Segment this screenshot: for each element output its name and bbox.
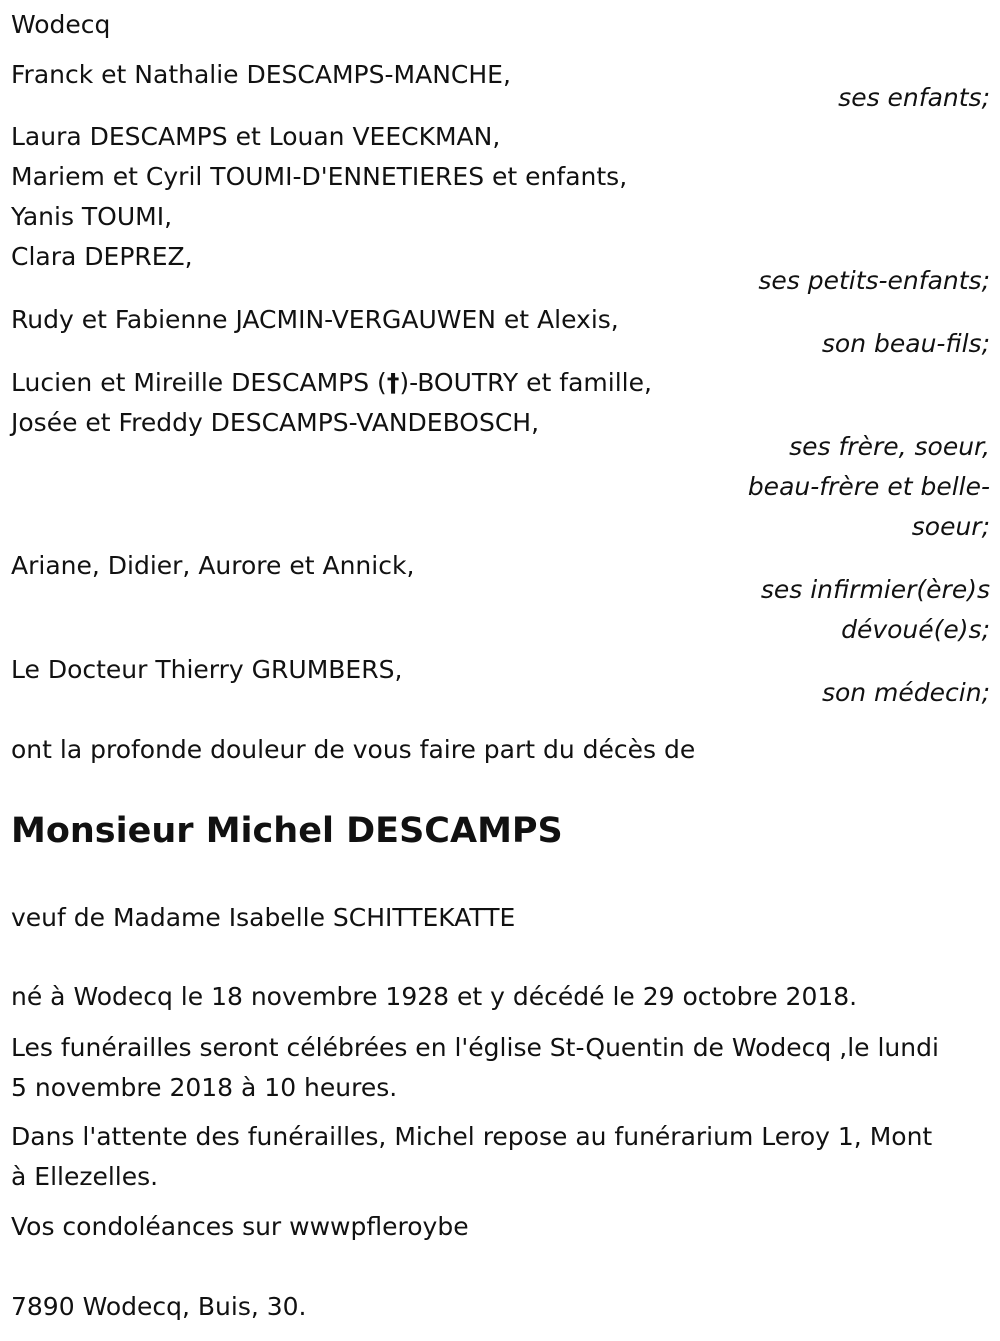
siblings-role: beau-frère et belle- bbox=[747, 472, 990, 501]
nurses-names: Ariane, Didier, Aurore et Annick, bbox=[11, 551, 415, 580]
widower-line: veuf de Madame Isabelle SCHITTEKATTE bbox=[11, 903, 516, 932]
doctor-names: Le Docteur Thierry GRUMBERS, bbox=[11, 655, 403, 684]
address: 7890 Wodecq, Buis, 30. bbox=[11, 1292, 307, 1321]
condolences: Vos condoléances sur wwwpfleroybe bbox=[11, 1212, 469, 1241]
funeral-line: 5 novembre 2018 à 10 heures. bbox=[11, 1073, 398, 1102]
siblings-text-after: )-BOUTRY et famille, bbox=[399, 368, 652, 397]
nurses-role: ses infirmier(ère)s bbox=[760, 575, 990, 604]
rest-line: Dans l'attente des funérailles, Michel repose au funérarium Leroy 1, Mont bbox=[11, 1122, 933, 1151]
rest-line: à Ellezelles. bbox=[11, 1162, 159, 1191]
doctor-role: son médecin; bbox=[821, 678, 990, 707]
son-in-law-role: son beau-fils; bbox=[821, 329, 990, 358]
nurses-role: dévoué(e)s; bbox=[841, 615, 990, 644]
funeral-line: Les funérailles seront célébrées en l'église St-Quentin de Wodecq ,le lundi bbox=[11, 1033, 939, 1062]
siblings-role: soeur; bbox=[911, 512, 990, 541]
grandchild-line: Clara DEPREZ, bbox=[11, 242, 193, 271]
grandchild-line: Yanis TOUMI, bbox=[11, 202, 173, 231]
son-in-law-names: Rudy et Fabienne JACMIN-VERGAUWEN et Alexis, bbox=[11, 305, 619, 334]
grandchild-line: Laura DESCAMPS et Louan VEECKMAN, bbox=[11, 122, 501, 151]
siblings-line bbox=[11, 363, 652, 403]
siblings-line: Josée et Freddy DESCAMPS-VANDEBOSCH, bbox=[11, 408, 540, 437]
place-header: Wodecq bbox=[11, 10, 111, 39]
siblings-text-before: Lucien et Mireille DESCAMPS ( bbox=[11, 368, 387, 397]
siblings-role: ses frère, soeur, bbox=[789, 432, 990, 461]
cross-icon: † bbox=[386, 368, 400, 397]
deceased-name: Monsieur Michel DESCAMPS bbox=[11, 811, 563, 851]
grandchild-line: Mariem et Cyril TOUMI-D'ENNETIERES et enfants, bbox=[11, 162, 628, 191]
announcement: ont la profonde douleur de vous faire part du décès de bbox=[11, 735, 696, 764]
children-names: Franck et Nathalie DESCAMPS-MANCHE, bbox=[11, 60, 511, 89]
children-role: ses enfants; bbox=[838, 83, 990, 112]
birth-death: né à Wodecq le 18 novembre 1928 et y décédé le 29 octobre 2018. bbox=[11, 982, 858, 1011]
grandchildren-role: ses petits-enfants; bbox=[758, 266, 990, 295]
